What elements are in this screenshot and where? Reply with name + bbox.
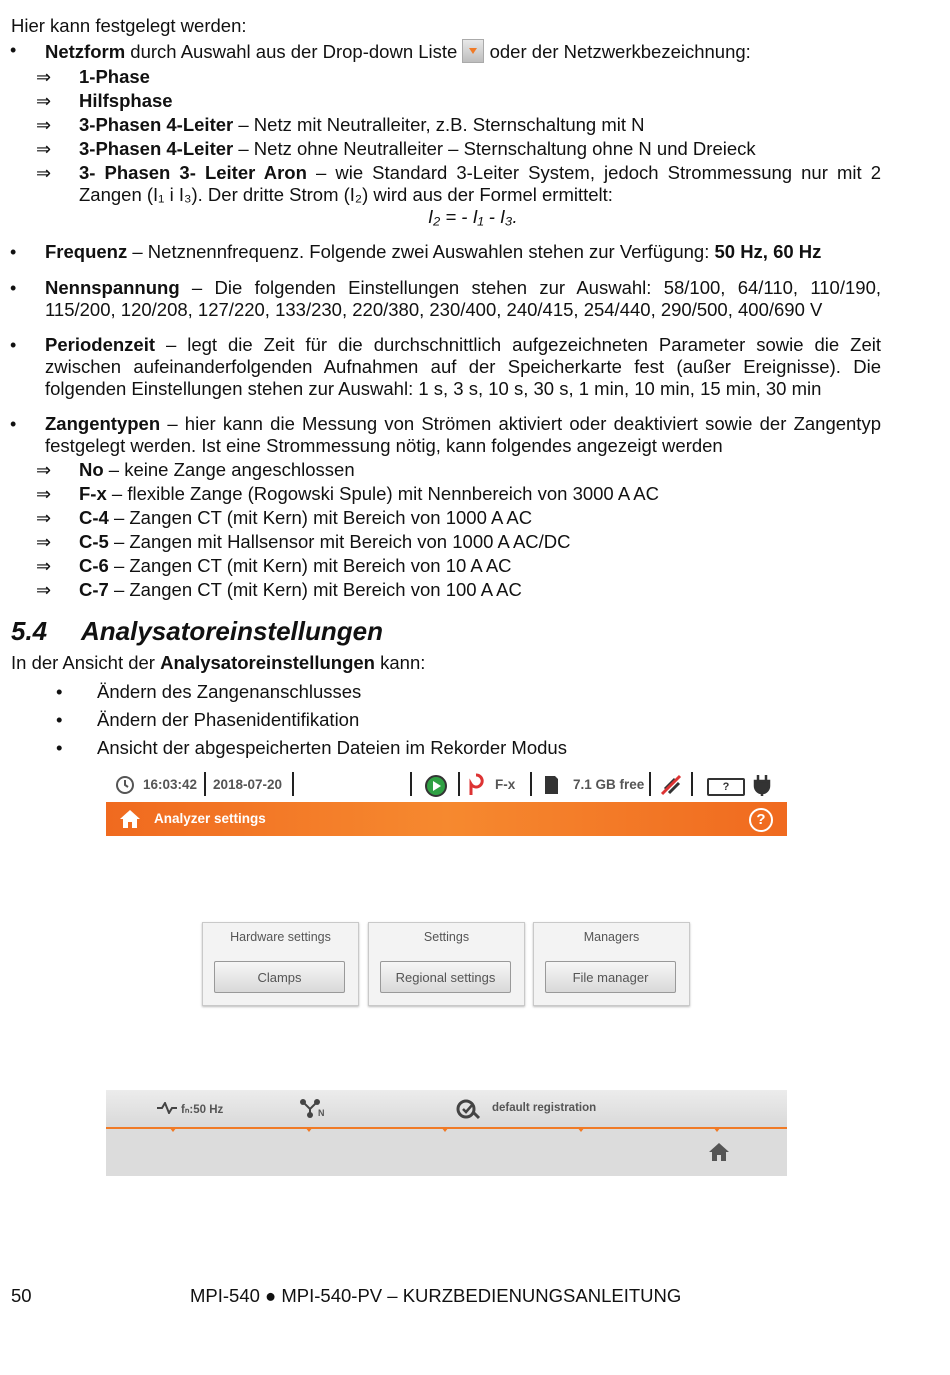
netzform-item	[45, 39, 751, 63]
bullet-dot: •	[56, 737, 63, 758]
section-bullet: Ansicht der abgespeicherten Dateien im Rekorder Modus	[97, 737, 567, 758]
arrow-icon: ⇒	[36, 139, 52, 159]
arrow-icon: ⇒	[36, 580, 52, 600]
status-clamp: F-x	[495, 777, 516, 792]
status-date: 2018-07-20	[213, 777, 283, 792]
netz-option: Hilfsphase	[79, 90, 173, 111]
separator	[458, 772, 460, 796]
status-storage: 7.1 GB free	[573, 777, 645, 792]
screen-title: Analyzer settings	[154, 811, 266, 826]
tab-marker	[577, 1127, 585, 1132]
clamp-option: C-4 – Zangen CT (mit Kern) mit Bereich von 1000 A AC	[79, 507, 533, 528]
help-icon[interactable]: ?	[749, 808, 773, 832]
netz-option-aron: 3- Phasen 3- Leiter Aron – wie Standard 3-Leiter System, jedoch Strommessung nur mit 2	[79, 162, 881, 183]
separator	[410, 772, 412, 796]
netz-option: 3-Phasen 4-Leiter – Netz mit Neutralleiter, z.B. Sternschaltung mit N	[79, 114, 645, 135]
clamps-button[interactable]: Clamps	[214, 961, 345, 993]
netzform-text-b: oder der Netzwerkbezeichnung:	[484, 41, 751, 62]
clamp-icon	[468, 773, 484, 797]
separator	[204, 772, 206, 796]
file-manager-button[interactable]: File manager	[545, 961, 676, 993]
panel-header: Hardware settings	[230, 930, 331, 944]
section-heading	[11, 616, 383, 647]
home-icon[interactable]	[118, 808, 142, 830]
netz-option: 1-Phase	[79, 66, 150, 87]
section-bullet: Ändern der Phasenidentifikation	[97, 709, 360, 730]
arrow-icon: ⇒	[36, 556, 52, 576]
section-intro: In der Ansicht der Analysatoreinstellungen kann:	[11, 652, 426, 673]
analyzer-screen	[106, 768, 787, 1176]
gps-disabled-icon	[659, 773, 683, 797]
bullet-dot: •	[10, 40, 17, 60]
profile-label[interactable]: default registration	[492, 1102, 597, 1114]
frequency-label[interactable]: fₙ:50 Hz	[181, 1104, 224, 1116]
separator	[691, 772, 693, 796]
bullet-dot: •	[10, 242, 17, 262]
section-bullet: Ändern des Zangenanschlusses	[97, 681, 362, 702]
page-number: 50	[11, 1285, 32, 1306]
network-sub-label: N	[318, 1108, 325, 1118]
arrow-icon: ⇒	[36, 460, 52, 480]
bullet-dot: •	[10, 278, 17, 298]
power-plug-icon	[753, 773, 771, 797]
arrow-icon: ⇒	[36, 532, 52, 552]
frequenz-item: Frequenz – Netznennfrequenz. Folgende zwei Auswahlen stehen zur Verfügung: 50 Hz, 60 Hz	[45, 241, 822, 262]
recording-play-icon[interactable]	[424, 774, 448, 798]
regional-settings-button[interactable]: Regional settings	[380, 961, 511, 993]
panel-managers	[533, 922, 690, 1006]
arrow-icon: ⇒	[36, 67, 52, 87]
clamp-option: C-5 – Zangen mit Hallsensor mit Bereich von 1000 A AC/DC	[79, 531, 571, 552]
tab-marker	[441, 1127, 449, 1132]
panel-header: Managers	[583, 930, 640, 944]
bottom-bar-top	[106, 1090, 787, 1129]
panel-header: Settings	[423, 930, 470, 944]
tab-marker	[713, 1127, 721, 1132]
aron-line2: Zangen (I₁ i I₃). Der dritte Strom (I₂) wird aus der Formel ermittelt:	[79, 184, 613, 205]
netzform-text-a: durch Auswahl aus der Drop-down Liste	[125, 41, 463, 62]
arrow-icon: ⇒	[36, 508, 52, 528]
footer-title: MPI-540 ● MPI-540-PV – KURZBEDIENUNGSANLEITUNG	[190, 1285, 682, 1306]
zangentypen-item: Zangentypen – hier kann die Messung von Strömen aktiviert oder deaktiviert sowie der Zangentyp festgelegt werden. Ist eine Strommessung nötig, kann folgendes angezeigt werden	[45, 413, 881, 456]
formula: I₂ = - I₁ - I₃.	[428, 206, 518, 227]
sd-card-icon	[542, 775, 560, 795]
panel-hardware-settings	[202, 922, 359, 1006]
status-bar	[106, 768, 787, 802]
arrow-icon: ⇒	[36, 115, 52, 135]
nennspannung-item: Nennspannung – Die folgenden Einstellungen stehen zur Auswahl: 58/100, 64/110, 110/190, 115/200, 120/208, 127/220, 133/230, 220/380, 230/400, 240/415, 254/440, 290/500, 400/690 V	[45, 277, 881, 320]
clamp-option: F-x – flexible Zange (Rogowski Spule) mit Nennbereich von 3000 A AC	[79, 483, 659, 504]
arrow-icon: ⇒	[36, 163, 52, 183]
tab-marker	[305, 1127, 313, 1132]
bullet-dot: •	[56, 709, 63, 730]
arrow-icon: ⇒	[36, 91, 52, 111]
clamp-option: C-6 – Zangen CT (mit Kern) mit Bereich von 10 A AC	[79, 555, 512, 576]
panel-settings	[368, 922, 525, 1006]
arrow-icon: ⇒	[36, 484, 52, 504]
dropdown-icon	[462, 39, 484, 63]
bullet-dot: •	[10, 414, 17, 434]
clamp-option: C-7 – Zangen CT (mit Kern) mit Bereich von 100 A AC	[79, 579, 522, 600]
section-number: 5.4	[11, 616, 48, 646]
bullet-dot: •	[56, 681, 63, 702]
intro-text: Hier kann festgelegt werden:	[11, 15, 247, 36]
periodenzeit-item: Periodenzeit – legt die Zeit für die durchschnittlich aufgezeichneten Parameter sowie die Zeit zwischen aufeinanderfolgenden Aufnahmen auf der Speicherkarte fest (außer Ereignisse). Die folgenden Einstellungen stehen zur Auswahl: 1 s, 3 s, 10 s, 30 s, 1 min, 10 min, 15 min, 30 min	[45, 334, 881, 399]
netzform-term: Netzform	[45, 41, 126, 62]
bullet-dot: •	[10, 335, 17, 355]
home-icon[interactable]	[707, 1141, 731, 1163]
section-title: Analysatoreinstellungen	[81, 616, 383, 646]
clock-icon	[115, 775, 135, 795]
clamp-option: No – keine Zange angeschlossen	[79, 459, 355, 480]
status-time: 16:03:42	[143, 777, 198, 792]
waveform-icon	[156, 1102, 178, 1114]
title-bar	[106, 802, 787, 836]
netz-option: 3-Phasen 4-Leiter – Netz ohne Neutralleiter – Sternschaltung ohne N und Dreieck	[79, 138, 756, 159]
separator	[530, 772, 532, 796]
separator	[292, 772, 294, 796]
separator	[649, 772, 651, 796]
battery-icon: ?	[707, 778, 745, 796]
registration-profile-icon[interactable]	[455, 1098, 481, 1120]
bottom-bar	[106, 1090, 787, 1176]
tab-marker	[169, 1127, 177, 1132]
